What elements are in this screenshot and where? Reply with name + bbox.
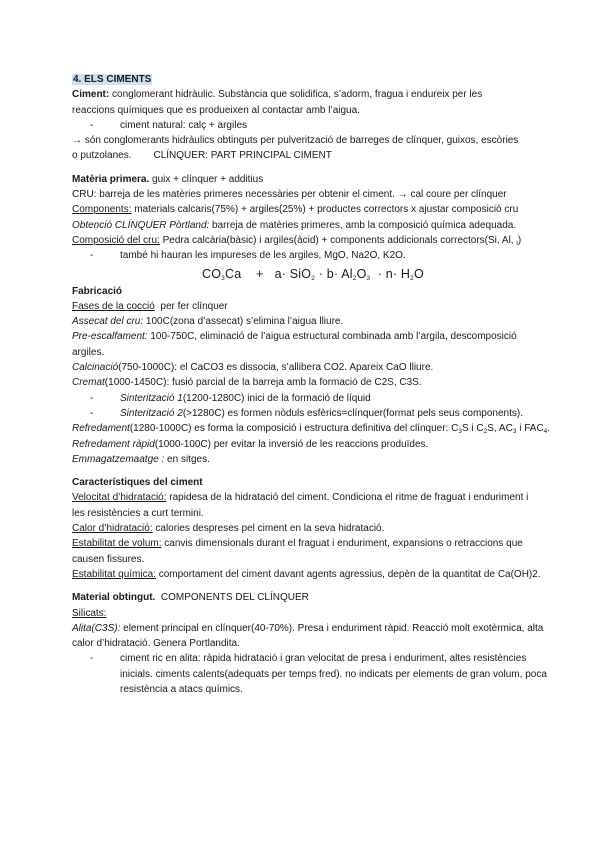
ciment-label: Ciment: <box>72 89 110 101</box>
velocitat-line: Velocitat d’hidratació: rapidesa de la hidratació del ciment. Condiciona el ritme de fraguat i enduriment i <box>72 492 529 504</box>
section-title-text: 4. ELS CIMENTS <box>73 74 152 85</box>
caracteristiques-heading: Característiques del ciment <box>72 477 203 489</box>
alita-bullet-cont1: inicials. ciments calents(adequats per temps fred). no indicats per elements de gran volum, poca <box>120 668 547 680</box>
clinker-note: CLÍNQUER: PART PRINCIPAL CIMENT <box>153 150 332 162</box>
components-line: Components: materials calcaris(75%) + argiles(25%) + productes correctors x ajustar composició cru <box>72 204 519 216</box>
calcinacio-line: Calcinació(750-1000C): el CaCO3 es dissocia, s’allibera CO2. Apareix CaO lliure. <box>72 362 434 374</box>
fabricacio-heading: Fabricació <box>72 285 123 297</box>
estabilitat-volum-line: Estabilitat de volum: canvis dimensionals durant el fraguat i enduriment, expansions o retraccions que <box>72 538 523 550</box>
portland-line: Obtenció CLÍNQUER Pòrtland: barreja de matèries primeres, amb la composició química adequada. <box>72 219 517 231</box>
assecat-line: Assecat del cru: 100C(zona d’assecat) s’elimina l’aigua lliure. <box>72 316 344 328</box>
alita-line: Alita(C3S): element principal en clínquer(40-70%). Presa i enduriment ràpid. Reacció molt exotèrmica, alta <box>72 622 544 634</box>
document-page <box>72 72 550 697</box>
sinteritzacio1-bullet: - Sinterització 1(1200-1280C) inici de la formació de líquid <box>90 392 371 404</box>
cru-composition-line: Composició del cru: Pedra calcària(bàsic) i argiles(àcid) + components addicionals correctors(Si, Al, $_l$) <box>72 234 522 247</box>
ciment-definition-cont: reaccions químiques que es produeixen al contactar amb l’aigua. <box>72 104 360 116</box>
emmagatzematge-line: Emmagatzemaatge : en sitges. <box>72 453 210 465</box>
preescalfament-line-cont: argiles. <box>72 346 105 358</box>
ciment-arrow-note-cont: o putzolanes. CLÍNQUER: PART PRINCIPAL CIMENT <box>72 150 332 162</box>
preescalfament-line: Pre-escalfament: 100-750C, eliminació de l’aigua estructural combinada amb l’argila, descomposició <box>72 331 517 343</box>
impureses-bullet: - també hi hauran les impureses de les argiles, MgO, Na2O, K2O. <box>90 250 406 262</box>
chemical-formula: $CO_3Ca$ + $a\cdot SiO_2 \cdot b\cdot Al_2O_3 \cdot n\cdot H_2O$ <box>202 266 424 282</box>
material-heading: Material obtingut. COMPONENTS DEL CLÍNQUER <box>72 592 309 604</box>
fases-line: Fases de la cocció per fer clínquer <box>72 300 228 312</box>
refredament-line: Refredament(1280-1000C) es forma la composició i estructura definitiva del clínquer: $C_3S$ i $C_2S$, $AC_3$ i $FAC_4$. <box>72 423 551 436</box>
alita-line-cont: calor d’hidratació. Genera Portlandita. <box>72 638 240 650</box>
ciment-arrow-note: → són conglomerants hidràulics obtinguts per pulverització de barreges de clínquer, guixos, escòries <box>72 135 519 147</box>
ciment-bullet: - ciment natural: calç + argiles <box>72 118 550 133</box>
velocitat-line-cont: les resistències a curt termini. <box>72 507 204 519</box>
cremat-line: Cremat(1000-1450C): fusió parcial de la barreja amb la formació de C2S, C3S. <box>72 377 422 389</box>
silicats-label: Silicats: <box>72 607 107 619</box>
sinteritzacio2-bullet: - Sinterització 2(>1280C) es formen nòduls esfèrics=clínquer(format pels seus components). <box>90 407 523 419</box>
alita-bullet: - ciment ric en alita: ràpida hidratació i gran velocitat de presa i enduriment, altes resistències <box>90 653 527 665</box>
estabilitat-volum-line-cont: causen fissures. <box>72 553 145 565</box>
materia-heading: Matèria primera. guix + clínquer + additius <box>72 173 264 185</box>
calor-line: Calor d’hidratació: calories despreses pel ciment en la seva hidratació. <box>72 523 385 535</box>
cru-definition: CRU: barreja de les matèries primeres necessàries per obtenir el ciment. → cal coure per clínquer <box>72 189 507 201</box>
alita-bullet-cont2: resistència a atacs químics. <box>120 683 243 695</box>
bullet-dash: - <box>90 119 94 131</box>
ciment-definition: Ciment: conglomerant hidràulic. Substància que solidifica, s’adorm, fragua i endureix per les <box>72 89 483 101</box>
section-title <box>72 72 550 87</box>
estabilitat-quimica-line: Estabilitat química: comportament del ciment davant agents agressius, depèn de la quantitat de Ca(OH)2. <box>72 568 541 580</box>
refredament-rapid-line: Refredament ràpid(1000-100C) per evitar la inversió de les reaccions produïdes. <box>72 438 429 450</box>
